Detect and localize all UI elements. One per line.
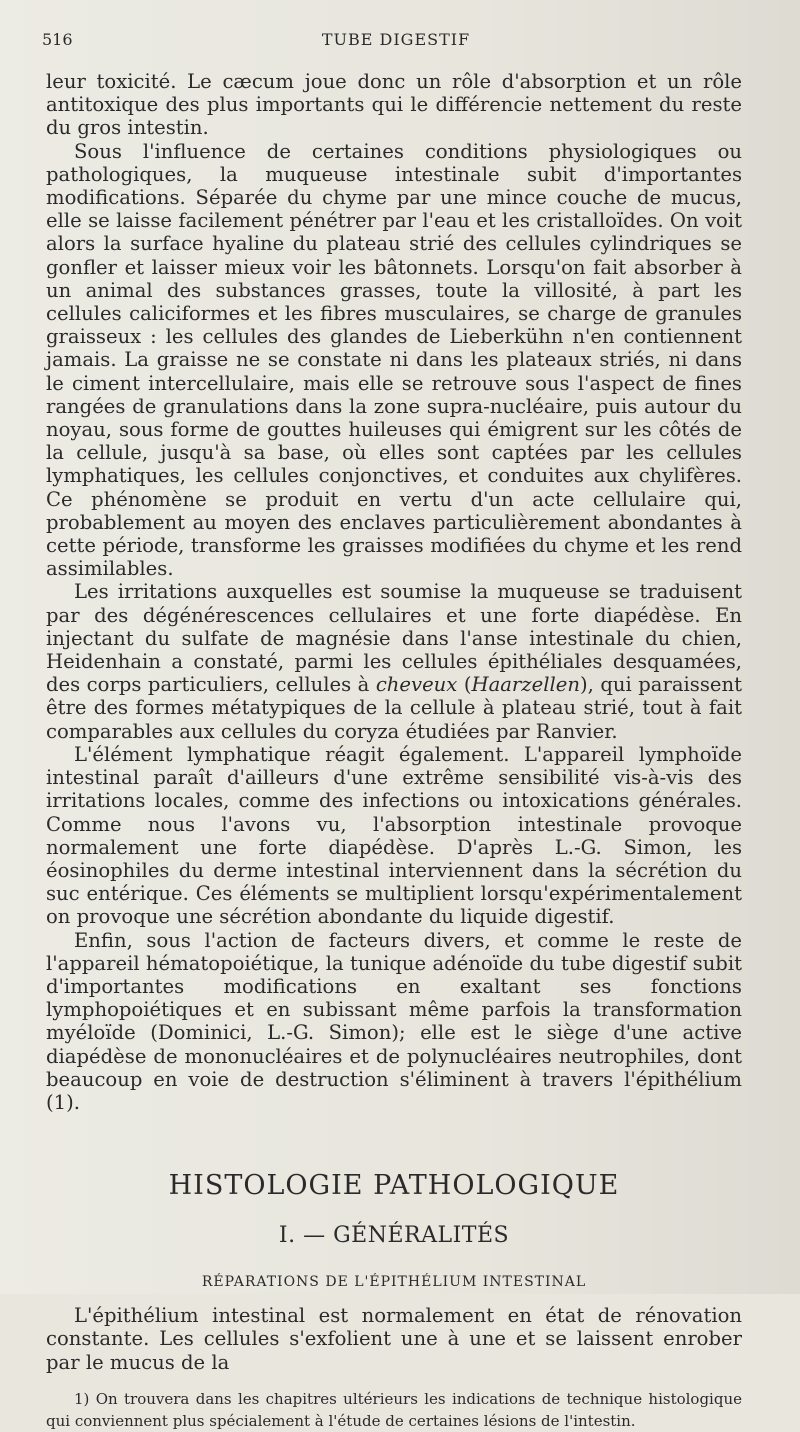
footnote-text: 1) On trouvera dans les chapitres ultérieurs les indications de technique histologique qui conviennent plus spécialement à l'étude de certaines lésions de l'intestin. [46,1389,742,1430]
italic-term-haarzellen: Haarzellen [471,673,580,697]
running-title: TUBE DIGESTIF [321,30,471,49]
paragraph-1: leur toxicité. Le cæcum joue donc un rôle d'absorption et un rôle antitoxique des plus importants qui le différencie nettement du reste du gros intestin. [46,70,742,140]
paragraph-6: L'épithélium intestinal est normalement en état de rénovation constante. Les cellules s'exfolient une à une et se laissent enrober par le mucus de la [46,1304,742,1374]
page-body [46,70,742,1432]
footnote [46,1388,742,1432]
paragraph-3-end: qui paraissent être des formes métatypiques de la cellule à plateau strié, tout à fait comparables aux cellules du coryza étudiées par Ranvier. [46,673,743,743]
chapter-title: I. — GÉNÉRALITÉS [278,1223,510,1249]
paragraph-3-start: Les irritations auxquelles est soumise la muqueuse se traduisent par des dégénérescences cellulaires et une forte diapédèse. En injectant du sulfate de magnésie dans l'anse intestinale du chien, Heidenhain a constaté, parmi les cellules épithéliales desquamées, des corps particuliers, cellules à [46,580,742,697]
paren-open: ( [457,673,472,697]
section-title: HISTOLOGIE PATHOLOGIQUE [168,1170,620,1202]
running-head [42,30,750,52]
paragraph-3 [46,580,742,742]
paren-close: ), [579,673,601,697]
subsection-title: RÉPARATIONS DE L'ÉPITHÉLIUM INTESTINAL [201,1274,587,1291]
paragraph-5: Enfin, sous l'action de facteurs divers, et comme le reste de l'appareil hématopoiétique, la tunique adénoïde du tube digestif subit d'importantes modifications en exaltant ses fonctions lymphopoiétiques et en subissant même parfois la transformation myéloïde (Dominici, L.-G. Simon); elle est le siège d'une active diapédèse de mononucléaires et de polynucléaires neutrophiles, dont beaucoup en voie de destruction s'éliminent à travers l'épithélium (1). [46,928,742,1114]
paragraph-2: Sous l'influence de certaines conditions physiologiques ou pathologiques, la muqueuse intestinale subit d'importantes modifications. Séparée du chyme par une mince couche de mucus, elle se laisse facilement pénétrer par l'eau et les cristalloïdes. On voit alors la surface hyaline du plateau strié des cellules cylindriques se gonfler et laisser mieux voir les bâtonnets. Lorsqu'on fait absorber à un animal des substances grasses, toute la villosité, à part les cellules caliciformes et les fibres musculaires, se charge de granules graisseux : les cellules des glandes de Lieberkühn n'en contiennent jamais. La graisse ne se constate ni dans les plateaux striés, ni dans le ciment intercellulaire, mais elle se retrouve sous l'aspect de fines rangées de granulations dans la zone supra-nucléaire, puis autour du noyau, sous forme de gouttes huileuses qui émigrent sur les côtés de la cellule, jusqu'à sa base, où elles sont captées par les cellules lymphatiques, les cellules conjonctives, et conduites aux chylifères. Ce phénomène se produit en vertu d'un acte cellulaire qui, probablement au moyen des enclaves particulièrement abondantes à cette période, transforme les graisses modifiées du chyme et les rend assimilables. [46,139,742,581]
italic-term-cheveux: cheveux [375,673,458,697]
page-number: 516 [42,30,73,49]
paragraph-4: L'élément lymphatique réagit également. L'appareil lymphoïde intestinal paraît d'ailleurs d'une extrême sensibilité vis-à-vis des irritations locales, comme des infections ou intoxications générales. Comme nous l'avons vu, l'absorption intestinale provoque normalement une forte diapédèse. D'après L.-G. Simon, les éosinophiles du derme intestinal interviennent dans la sécrétion du suc entérique. Ces éléments se multiplient lorsqu'expérimentalement on provoque une sécrétion abondante du liquide digestif. [46,742,742,929]
